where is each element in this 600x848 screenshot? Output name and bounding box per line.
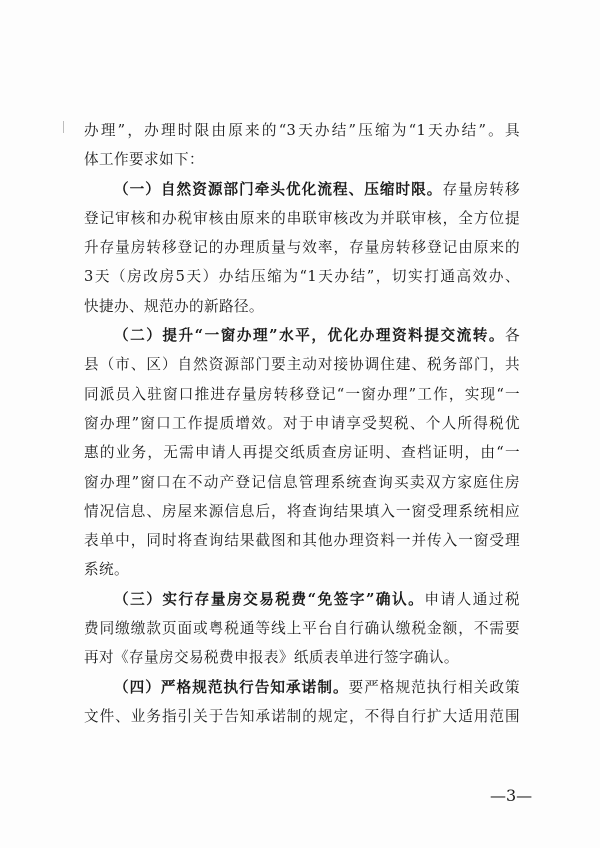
line-text: 情况信息、房屋来源信息后，将查询结果填入一窗受理系统相应 [84,502,520,520]
text-line-7 [84,292,520,321]
text-line-15 [84,526,520,555]
line-text: 申请人通过税 [424,590,521,608]
section-3-heading: （三）实行存量房交易税费“免签字”确认。 [114,590,425,608]
margin-mark [63,121,64,133]
section-2-heading-line [84,321,520,350]
section-4-heading-line [84,673,520,702]
line-text: 再对《存量房交易税费申报表》纸质表单进行签字确认。 [84,649,459,667]
section-2-heading: （二）提升“一窗办理”水平，优化办理资料提交流转。 [114,327,505,345]
line-text: 窗办理”窗口工作提质增效。对于申请享受契税、个人所得税优 [84,414,520,432]
page-number: —3— [490,786,533,805]
text-line-14 [84,497,520,526]
line-text: 要严格规范执行相关政策 [348,678,520,696]
line-text: 表单中，同时将查询结果截图和其他办理资料一并传入一窗受理 [84,532,520,550]
line-text: 文件、业务指引关于告知承诺制的规定，不得自行扩大适用范围 [84,707,520,725]
text-line-2 [84,145,520,174]
line-text: 体工作要求如下： [84,151,204,169]
text-line-5 [84,233,520,262]
line-text: 窗办理”窗口在不动产登记信息管理系统查询买卖双方家庭住房 [84,473,520,491]
line-text: 费同缴缴款页面或粤税通等线上平台自行确认缴税金额，不需要 [84,620,520,638]
text-line-19 [84,643,520,672]
text-line-6 [84,262,520,291]
text-line-1 [84,116,520,145]
line-text: 各 [505,327,520,345]
text-line-12 [84,438,520,467]
section-1-heading-line [84,175,520,204]
line-text: 系统。 [84,561,129,579]
text-line-21 [84,702,520,731]
text-line-9 [84,350,520,379]
text-line-13 [84,468,520,497]
document-body [84,116,520,731]
line-text: 3天（房改房5天）办结压缩为“1天办结”，切实打通高效办、 [84,268,520,286]
text-line-4 [84,204,520,233]
line-text: 存量房转移 [442,180,520,198]
line-text: 惠的业务，无需申请人再提交纸质查房证明、查档证明，由“一 [84,444,520,462]
line-text: 同派员入驻窗口推进存量房转移登记“一窗办理”工作，实现“一 [84,385,520,403]
line-text: 升存量房转移登记的办理质量与效率，存量房转移登记由原来的 [84,239,520,257]
section-1-heading: （一）自然资源部门牵头优化流程、压缩时限。 [114,180,443,198]
text-line-10 [84,380,520,409]
text-line-16 [84,555,520,584]
section-3-heading-line [84,585,520,614]
section-4-heading: （四）严格规范执行告知承诺制。 [114,678,349,696]
line-text: 登记审核和办税审核由原来的串联审核改为并联审核，全方位提 [84,209,520,227]
line-text: 县（市、区）自然资源部门要主动对接协调住建、税务部门，共 [84,356,520,374]
text-line-18 [84,614,520,643]
text-line-11 [84,409,520,438]
line-text: 快捷办、规范办的新路径。 [84,297,264,315]
line-text: 办理”，办理时限由原来的“3天办结”压缩为“1天办结”。具 [84,122,520,139]
